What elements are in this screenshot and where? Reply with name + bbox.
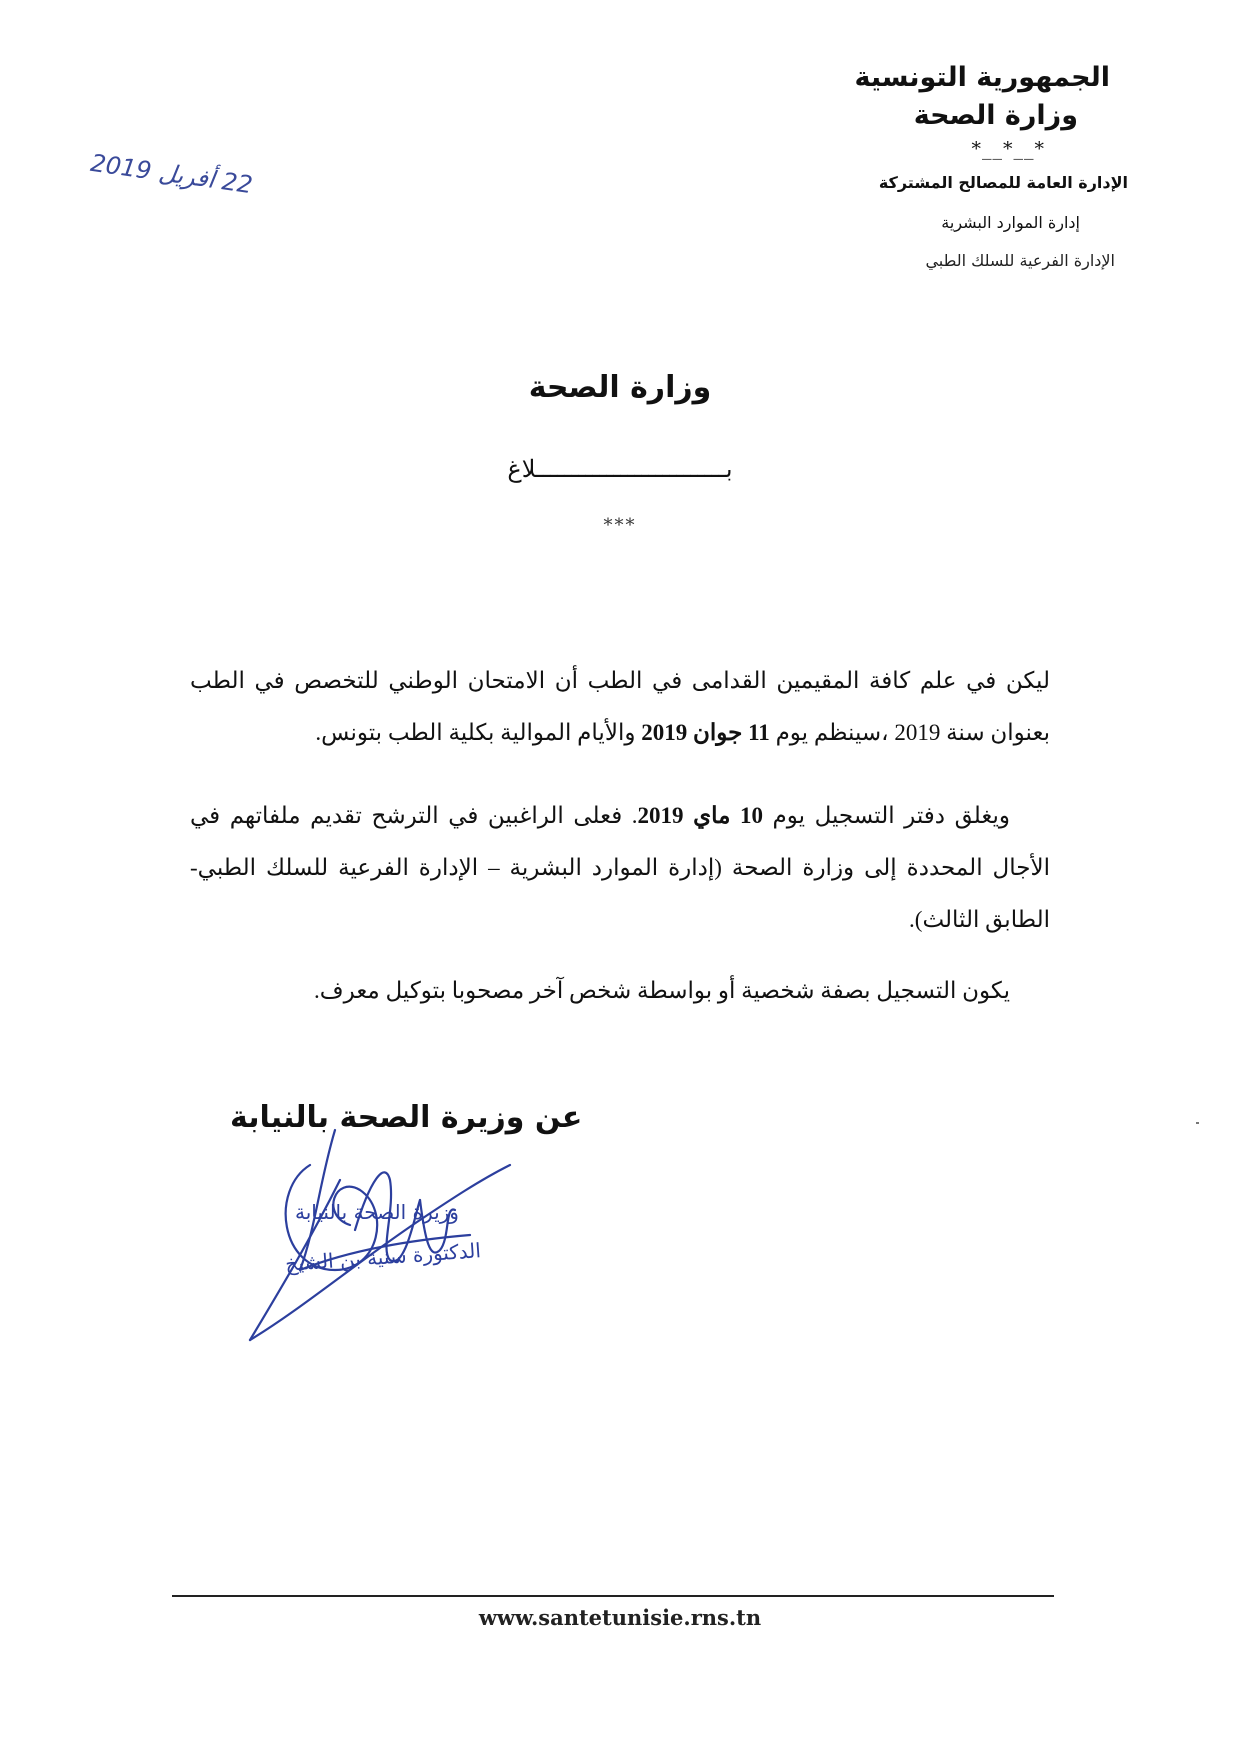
signature-stamp-title: وزيرة الصحة بالنيابة <box>295 1200 459 1224</box>
paragraph-registration-deadline <box>190 790 1050 946</box>
notice-heading: بـــــــــــــــــــــــــــلاغ <box>507 455 733 483</box>
footer-website: www.santetunisie.rns.tn <box>478 1605 762 1630</box>
paragraph-exam-announcement <box>190 655 1050 759</box>
paragraph-registration-method: يكون التسجيل بصفة شخصية أو بواسطة شخص آخر مصحوبا بتوكيل معرف. <box>314 978 1010 1003</box>
handwritten-date: 22 أفريل 2019 <box>88 148 255 200</box>
p1-text-a: ليكن في علم كافة المقيمين القدامى في الطب أن الامتحان الوطني للتخصص في الطب بعنوان سنة 2019 ،سينظم يوم <box>190 668 1050 745</box>
signature-heading: عن وزيرة الصحة بالنيابة <box>230 1100 583 1135</box>
footer-divider <box>172 1595 1054 1597</box>
header-dept-hr: إدارة الموارد البشرية <box>941 213 1080 232</box>
margin-mark <box>1196 1122 1199 1124</box>
header-stars-separator: *__*__* <box>971 138 1045 160</box>
p1-exam-date: 11 جوان 2019 <box>641 720 770 745</box>
header-dept-general: الإدارة العامة للمصالح المشتركة <box>878 173 1128 192</box>
header-dept-sub: الإدارة الفرعية للسلك الطبي <box>925 251 1115 270</box>
p1-text-c: والأيام الموالية بكلية الطب بتونس. <box>315 720 642 745</box>
header-republic: الجمهورية التونسية <box>854 62 1110 93</box>
p2-deadline-date: 10 ماي 2019 <box>637 803 763 828</box>
p2-text-a: ويغلق دفتر التسجيل يوم <box>762 803 1010 828</box>
p2-text-c: . فعلى الراغبين في الترشح تقديم ملفاتهم في الأجال المحددة إلى وزارة الصحة (إدارة الموارد البشرية – الإدارة الفرعية للسلك الطبي- الطابق الثالث). <box>190 803 1050 932</box>
header-ministry: وزارة الصحة <box>913 100 1078 131</box>
signature-stamp-name: الدكتورة سنية بن الشيخ <box>284 1238 482 1276</box>
notice-stars-separator: *** <box>603 515 637 536</box>
document-title: وزارة الصحة <box>528 370 712 405</box>
handwritten-signature <box>240 1120 520 1360</box>
